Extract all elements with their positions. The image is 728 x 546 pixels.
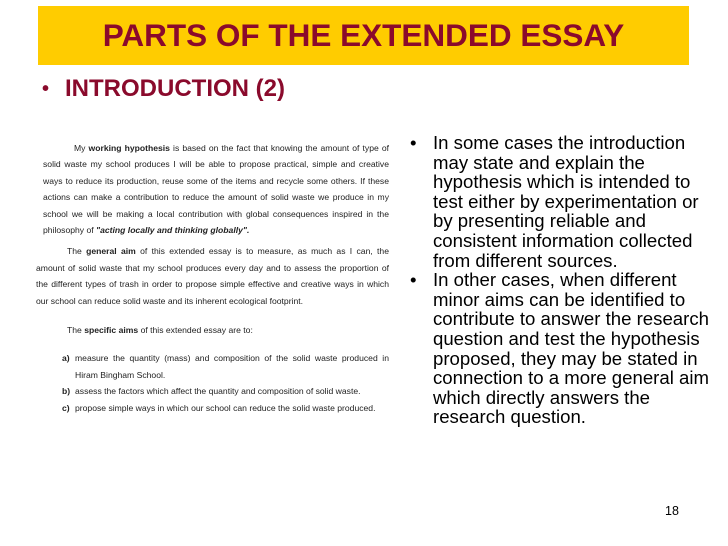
bullet-dot: •	[410, 132, 417, 153]
section-heading	[42, 75, 285, 103]
text-run: of this extended essay are to:	[138, 325, 253, 336]
aim-item	[62, 383, 389, 399]
general-aim-paragraph	[36, 243, 389, 309]
aim-item	[62, 350, 389, 383]
hypothesis-paragraph	[36, 140, 389, 238]
text-run: The	[67, 246, 87, 257]
bold-term: general aim	[86, 246, 136, 257]
text-run: of this extended essay is to measure, as much as I can, the amount of solid waste that my school produces every day and to assess the proportion of the different types of trash in order to propose simple effective and creative ways in which our school can reduce solid waste and its inherent ecological footprint.	[36, 246, 389, 306]
essay-excerpt	[36, 140, 389, 416]
title-banner	[38, 6, 689, 65]
text-run: is based on the fact that knowing the amount of type of solid waste my school produces I will be able to propose practical, simple and creative ways to reduce its production, reuse some of the items and recycle some others. If these actions can make a contribution to reduce the amount of solid waste we produce in my school we will be making a local contribution with global consequences inspired in the philosophy of	[43, 143, 390, 236]
bullet-dot: •	[410, 269, 417, 291]
aim-label: c)	[62, 402, 70, 413]
aim-label: b)	[62, 386, 71, 397]
aims-list	[36, 350, 389, 416]
text-run: The	[67, 325, 85, 336]
aim-item	[62, 400, 389, 416]
aim-label: a)	[62, 353, 70, 364]
bullet-text: In some cases the introduction may state and explain the hypothesis which is intended to test either by experimentation or by presenting reliable and consistent information collected from different sources.	[433, 132, 699, 271]
aim-text: assess the factors which affect the quantity and composition of solid waste.	[75, 386, 361, 397]
section-heading-text: INTRODUCTION (2)	[65, 75, 285, 102]
aim-text: propose simple ways in which our school can reduce the solid waste produced.	[75, 402, 376, 413]
bold-term: specific aims	[84, 325, 139, 336]
specific-aims-paragraph	[36, 322, 389, 338]
bullet-list	[410, 133, 715, 427]
slide-title: PARTS OF THE EXTENDED ESSAY	[102, 17, 625, 53]
quote-text: "acting locally and thinking globally".	[96, 225, 250, 236]
bullet-text: In other cases, when different minor aims can be identified to contribute to answer the research question and test the hypothesis proposed, they may be stated in connection to a more general aim which directly answers the research question.	[433, 269, 709, 428]
bullet-item	[410, 133, 715, 270]
page-number: 18	[665, 504, 679, 518]
aim-text: measure the quantity (mass) and composition of the solid waste produced in Hiram Bingham School.	[75, 353, 389, 380]
bullet-item	[410, 270, 715, 427]
bullet-dot: •	[42, 77, 50, 100]
bold-term: working hypothesis	[88, 143, 170, 153]
text-run: My	[74, 143, 89, 153]
